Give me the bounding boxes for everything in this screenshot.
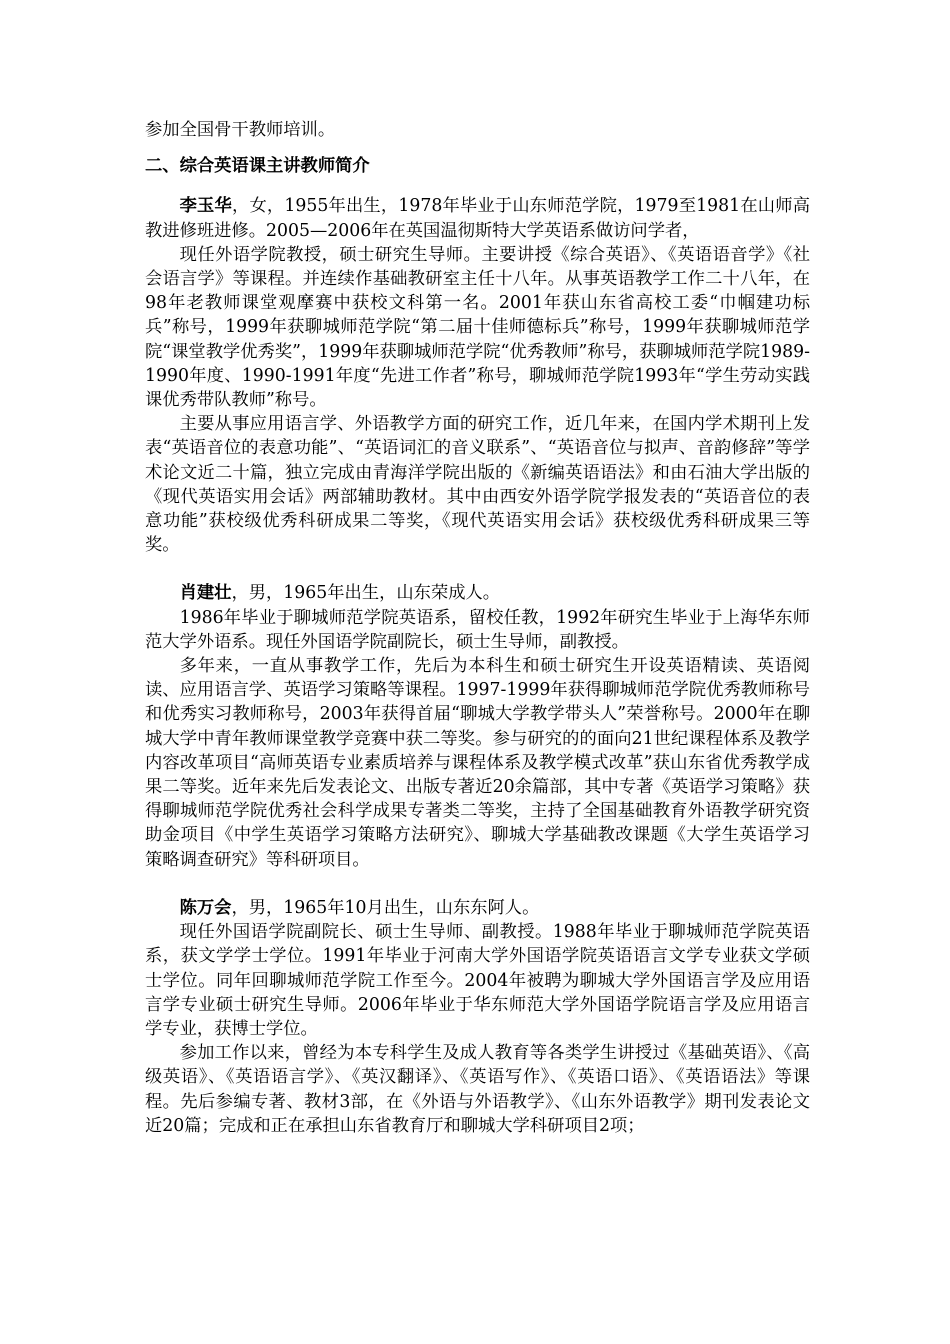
- teacher-intro: [145, 896, 810, 920]
- teacher-intro: [145, 194, 810, 242]
- teacher-name: 陈万会: [179, 897, 232, 918]
- teacher-paragraph: 参加工作以来，曾经为本专科学生及成人教育等各类学生讲授过《基础英语》、《高级英语》、《英语语言学》、《英汉翻译》、《英语写作》、《英语口语》、《英语语法》等课程。先后参编专著、教材3部，在《外语与外语教学》、《山东外语教学》期刊发表论文近20篇；完成和正在承担山东省教育厅和聊城大学科研项目2项；: [145, 1043, 810, 1136]
- section-heading: 二、综合英语课主讲教师简介: [145, 156, 370, 177]
- teacher-intro-text: ，女，1955年出生，1978年毕业于山东师范学院，1979至1981在山师高教进修班进修。2005—2006年在英国温彻斯特大学英语系做访问学者，: [145, 196, 810, 241]
- teacher-intro-text: ，男，1965年10月出生，山东东阿人。: [231, 897, 540, 918]
- teacher-bio-chen-wanhui: [145, 896, 810, 1138]
- teacher-paragraph: 1986年毕业于聊城师范学院英语系，留校任教，1992年研究生毕业于上海华东师范大学外语系。现任外国语学院副院长，硕士生导师，副教授。: [145, 607, 810, 652]
- teacher-paragraph: 多年来，一直从事教学工作，先后为本科生和硕士研究生开设英语精读、英语阅读、应用语言学、英语学习策略等课程。1997-1999年获得聊城师范学院优秀教师称号和优秀实习教师称号，2003年获得首届“聊城大学教学带头人”荣誉称号。2000年在聊城大学中青年教师课堂教学竞赛中获二等奖。参与研究的的面向21世纪课程体系及教学内容改革项目“高师英语专业素质培养与课程体系及教学模式改革”获山东省优秀教学成果二等奖。近年来先后发表论文、出版专著近20余篇部，其中专著《英语学习策略》获得聊城师范学院优秀社会科学成果专著类二等奖，主持了全国基础教育外语教学研究资助金项目《中学生英语学习策略方法研究》、聊城大学基础教改课题《大学生英语学习策略调查研究》等科研项目。: [145, 656, 810, 870]
- teacher-name: 李玉华: [179, 196, 232, 217]
- document-body: [145, 118, 810, 1138]
- teacher-bio-li-yuhua: [145, 194, 810, 557]
- teacher-name: 肖建壮: [179, 583, 232, 604]
- teacher-paragraph: 主要从事应用语言学、外语教学方面的研究工作，近几年来，在国内学术期刊上发表“英语音位的表意功能”、“英语词汇的音义联系”、“英语音位与拟声、音韵修辞”等学术论文近二十篇，独立完成由青海洋学院出版的《新编英语语法》和由石油大学出版的《现代英语实用会话》两部辅助教材。其中由西安外语学院学报发表的“英语音位的表意功能”获校级优秀科研成果二等奖，《现代英语实用会话》获校级优秀科研成果三等奖。: [145, 414, 810, 556]
- teacher-intro: [145, 581, 810, 605]
- teacher-bio-xiao-jianzhuang: [145, 581, 810, 871]
- teacher-intro-text: ，男，1965年出生，山东荣成人。: [231, 583, 501, 604]
- teacher-paragraph: 现任外国语学院副院长、硕士生导师、副教授。1988年毕业于聊城师范学院英语系，获文学学士学位。1991年毕业于河南大学外国语学院英语语言文学专业获文学硕士学位。同年回聊城师范学院工作至今。2004年被聘为聊城大学外国语言学及应用语言学专业硕士研究生导师。2006年毕业于华东师范大学外国语学院语言学及应用语言学专业，获博士学位。: [145, 922, 810, 1039]
- intro-line: 参加全国骨干教师培训。: [145, 120, 336, 140]
- teacher-paragraph: 现任外语学院教授，硕士研究生导师。主要讲授《综合英语》、《英语语音学》《社会语言学》等课程。并连续作基础教研室主任十八年。从事英语教学工作二十八年，在98年老教师课堂观摩赛中获校文科第一名。2001年获山东省高校工委“巾帼建功标兵”称号，1999年获聊城师范学院“第二届十佳师德标兵”称号，1999年获聊城师范学院“课堂教学优秀奖”，1999年获聊城师范学院“优秀教师”称号，获聊城师范学院1989-1990年度、1990-1991年度“先进工作者”称号，聊城师范学院1993年“学生劳动实践课优秀带队教师”称号。: [145, 244, 810, 411]
